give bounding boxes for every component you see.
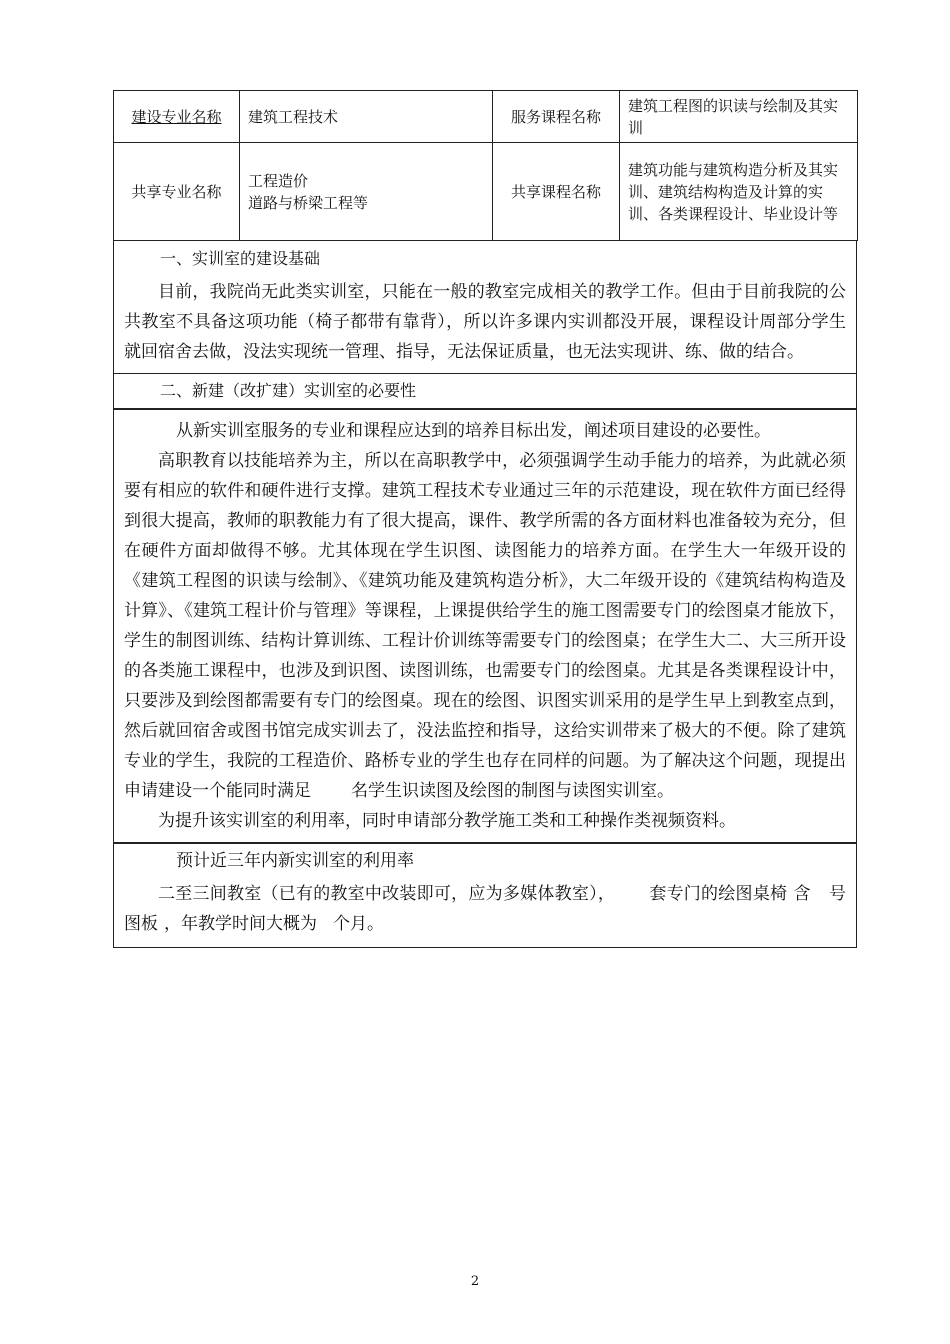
paragraph [114, 446, 856, 806]
course-name-value: 建筑工程图的识读与绘制及其实训 [620, 91, 858, 143]
course-name-label: 服务课程名称 [493, 91, 620, 143]
section-construction-basis [113, 241, 857, 409]
section-utilization [113, 843, 857, 948]
paragraph-text: 个月。 [333, 914, 384, 934]
paragraph [114, 879, 856, 947]
table-row [114, 91, 858, 143]
section-heading: 预计近三年内新实训室的利用率 [176, 851, 414, 871]
section-heading: 二、新建（改扩建）实训室的必要性 [160, 381, 417, 400]
paragraph-text: 号图板 [124, 884, 847, 934]
shared-major-label: 共享专业名称 [114, 143, 240, 241]
section-heading: 一、实训室的建设基础 [160, 249, 321, 268]
shared-major-line: 道路与桥梁工程等 [248, 193, 369, 212]
table-row [114, 143, 858, 241]
paragraph: 为提升该实训室的利用率，同时申请部分教学施工类和工种操作类视频资料。 [158, 811, 736, 831]
section-necessity [113, 409, 857, 843]
info-table [113, 90, 858, 241]
paragraph-text: 含 [793, 884, 811, 904]
paragraph: 目前，我院尚无此类实训室，只能在一般的教室完成相关的教学工作。但由于目前我院的公共教室不具备这项功能（椅子都带有靠背），所以许多课内实训都没开展，课程设计周部分学生就回宿舍去做，没法实现统一管理、指导，无法保证质量，也无法实现讲、练、做的结合。 [124, 282, 846, 362]
paragraph-text: 高职教育以技能培养为主，所以在高职教学中，必须强调学生动手能力的培养，为此就必须要有相应的软件和硬件进行支撑。建筑工程技术专业通过三年的示范建设，现在软件方面已经得到很大提高，教师的职教能力有了很大提高，课件、教学所需的各方面材料也准备较为充分，但在硬件方面却做得不够。尤其体现在学生识图、读图能力的培养方面。在学生大一年级开设的《建筑工程图的识读与绘制》、《建筑功能及建筑构造分析》，大二年级开设的《建筑结构构造及计算》、《建筑工程计价与管理》等课程，上课提供给学生的施工图需要专门的绘图桌才能放下，学生的制图训练、结构计算训练、工程计价训练等需要专门的绘图桌；在学生大二、大三所开设的各类施工课程中，也涉及到识图、读图训练，也需要专门的绘图桌。尤其是各类课程设计中，只要涉及到绘图都需要有专门的绘图桌。现在的绘图、识图实训采用的是学生早上到教室点到，然后就回宿舍或图书馆完成实训去了，没法监控和指导，这给实训带来了极大的不便。除了建筑专业的学生，我院的工程造价、路桥专业的学生也存在同样的问题。为了解决这个问题，现提出申请建设一个能同时满足 [124, 451, 846, 801]
shared-course-label: 共享课程名称 [493, 143, 620, 241]
paragraph-text: 名学生识读图及绘图的制图与读图实训室。 [351, 781, 674, 801]
shared-major-line: 工程造价 [248, 171, 309, 190]
paragraph-text: ，年教学时间大概为 [164, 914, 317, 934]
paragraph-intro: 从新实训室服务的专业和课程应达到的培养目标出发，阐述项目建设的必要性。 [176, 421, 771, 441]
paragraph-text: 套专门的绘图桌椅 [649, 884, 788, 904]
shared-course-value: 建筑功能与建筑构造分析及其实训、建筑结构构造及计算的实训、各类课程设计、毕业设计等 [620, 143, 858, 241]
page-number: 2 [470, 1274, 480, 1289]
cell-label [114, 91, 240, 143]
major-name-value: 建筑工程技术 [240, 91, 493, 143]
paragraph-text: 二至三间教室（已有的教室中改装即可，应为多媒体教室）， [158, 884, 616, 904]
major-name-label: 建设专业名称 [131, 107, 222, 126]
shared-major-value [240, 143, 493, 241]
document-body [113, 90, 857, 948]
